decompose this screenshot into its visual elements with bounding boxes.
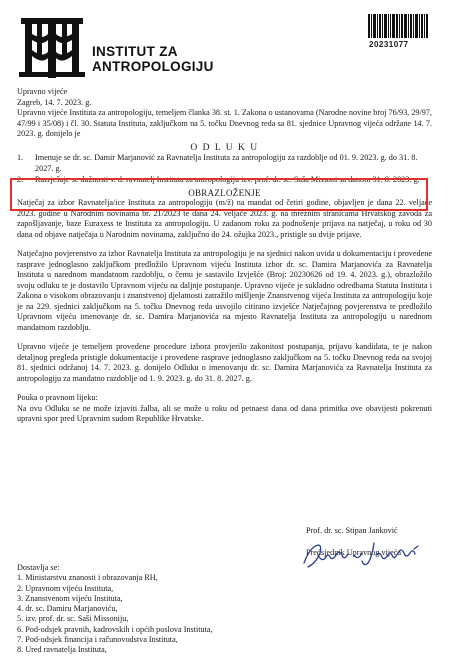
- pouka-text: Na ovu Odluku se ne može izjaviti žalba, ali se može u roku od petnaest dana od dana primitka ove obavijesti pokrenuti upravni spor pred Upravnim sudom Republike Hrvatske.: [17, 403, 432, 423]
- distribution-list: [17, 563, 213, 656]
- institute-emblem-icon: [17, 16, 87, 78]
- barcode-icon: [368, 14, 428, 38]
- list-item: 3. Znanstvenom vijeću Instituta,: [17, 593, 123, 603]
- item-number: 2.: [17, 175, 24, 184]
- distribution-title: Dostavlja se:: [17, 563, 60, 572]
- institute-name-line1: INSTITUT ZA: [92, 44, 178, 59]
- barcode-number: 20231077: [369, 40, 409, 49]
- list-item: 8. Ured ravnatelja Instituta,: [17, 645, 107, 655]
- list-item: 6. Pod-odsjek pravnih, kadrovskih i općih poslova Instituta,: [17, 624, 213, 634]
- intro-paragraph: Upravno vijeće Instituta za antropologiju, temeljem članka 38. st. 1. Zakona o ustanovama (Narodne novine broj 76/93, 29/97, 47/99 i 35/08) i čl. 30. Statuta Instituta, zaključkom na 5. točku Dnevnog reda sa 81. sjednice Upravnog vijeća održane 14. 7. 2023. g. donijelo je: [17, 108, 432, 138]
- paragraph-1: Natječaj za izbor Ravnatelja/ice Instituta za antropologiju (m/ž) na mandat od četiri godine, objavljen je dana 22. veljače 2023. godine u Narodnim novinama br. 21/2023 te dana 24. veljače 2023. g. na mrežnim stranicama Hrvatskog zavoda za zapošljavanje, baze Euraxess te Instituta za antropologiju. U zadanom roku za podnošenje prijava na natječaj, u roku od 30 dana od objave natječaja u Narodnim novinama, zaključno do 24. ožujka 2023., pristigle su dvije prijave.: [17, 198, 432, 239]
- item-text: Razrješuje se dužnosti v. d. ravnatelj Instituta za antropologiju izv. prof. dr. sc. Saša Missoni sa danom 31. 8. 2023. g.: [35, 175, 420, 184]
- list-item: 1. Ministarstvu znanosti i obrazovanja RH,: [17, 573, 158, 583]
- signatory-name: Prof. dr. sc. Stipan Janković: [306, 526, 398, 535]
- document-body: [17, 87, 432, 425]
- signatory-role: Predsjednik Upravnog vijeća: [306, 547, 402, 557]
- obrazlozenje-heading: OBRAZLOŽENJE: [188, 187, 261, 198]
- institute-name: [92, 44, 214, 74]
- place-date: Zagreb, 14. 7. 2023. g.: [17, 97, 92, 107]
- handwritten-signature-icon: [296, 535, 436, 573]
- list-item: 7. Pod-odsjek financija i računovodstva Instituta,: [17, 635, 178, 645]
- institute-name-line2: ANTROPOLOGIJU: [92, 59, 214, 74]
- highlight-box: [10, 178, 428, 211]
- paragraph-2: Natječajno povjerenstvo za izbor Ravnatelja Instituta za antropologiju je na sjednici nakon uvida u dokumentaciju i provedene rasprave jednoglasno zaključkom predložilo Upravnom vijeću Instituta izbor dr. sc. Damira Marjanovića za Ravnatelja Instituta u narednom mandatnom razdoblju, o čemu je sastavilo Izvješće (Broj: 20230626 od 19. 4. 2023. g.), obrazložilo svoju odluku te je dostavilo Upravnom vijeću na daljnje postupanje. Upravno vijeće je sukladno odredbama Statuta Instituta i Zakona o visokom obrazovanju i znanstvenoj djelatnosti zatražilo mišljenje Znanstvenog vijeća Instituta za antropologiju koje je na 229. sjednici zaključkom na 5. točku Dnevnog reda usvojilo citirano izvješće Natječajnog povjerenstva te predložilo Upravnom vijeću imenovanje dr. sc. Damira Marjanovića na mjesto Ravnatelja Instituta za antropologiju u narednom mandatnom razdoblju.: [17, 249, 432, 332]
- list-item: 5. izv. prof. dr. sc. Saši Missoniju,: [17, 614, 129, 624]
- list-item: 2. Upravnom vijeću Instituta,: [17, 583, 114, 593]
- decision-item-1: [17, 153, 432, 174]
- item-number: 1.: [17, 153, 24, 162]
- sender: Upravno vijeće: [17, 87, 68, 96]
- odluka-heading: O D L U K U: [190, 142, 259, 153]
- pouka-heading: Pouka o pravnom lijeku:: [17, 393, 98, 402]
- list-item: 4. dr. sc. Damiru Marjanoviću,: [17, 604, 118, 614]
- item-text: Imenuje se dr. sc. Damir Marjanović za Ravnatelja Instituta za antropologiju za razdoblje od 01. 9. 2023. g. do 31. 8. 2027. g.: [35, 153, 418, 173]
- paragraph-3: Upravno vijeće je temeljem provedene procedure izbora provjerilo zakonitost postupanja, prijavu kandidata, te je nakon detaljnog pregleda pristigle dokumentacije i provedene rasprave jednoglasno zaključkom na 5. točku Dnevnog reda na svojoj 81. sjednici održanoj 14. 7. 2023. g. donijelo Odluku o imenovanju dr. sc. Damira Marjanovića za Ravnatelja Instituta za antropologiju za mandatno razdoblje od 1. 9. 2023. g. do 31. 8. 2027. g.: [17, 342, 432, 383]
